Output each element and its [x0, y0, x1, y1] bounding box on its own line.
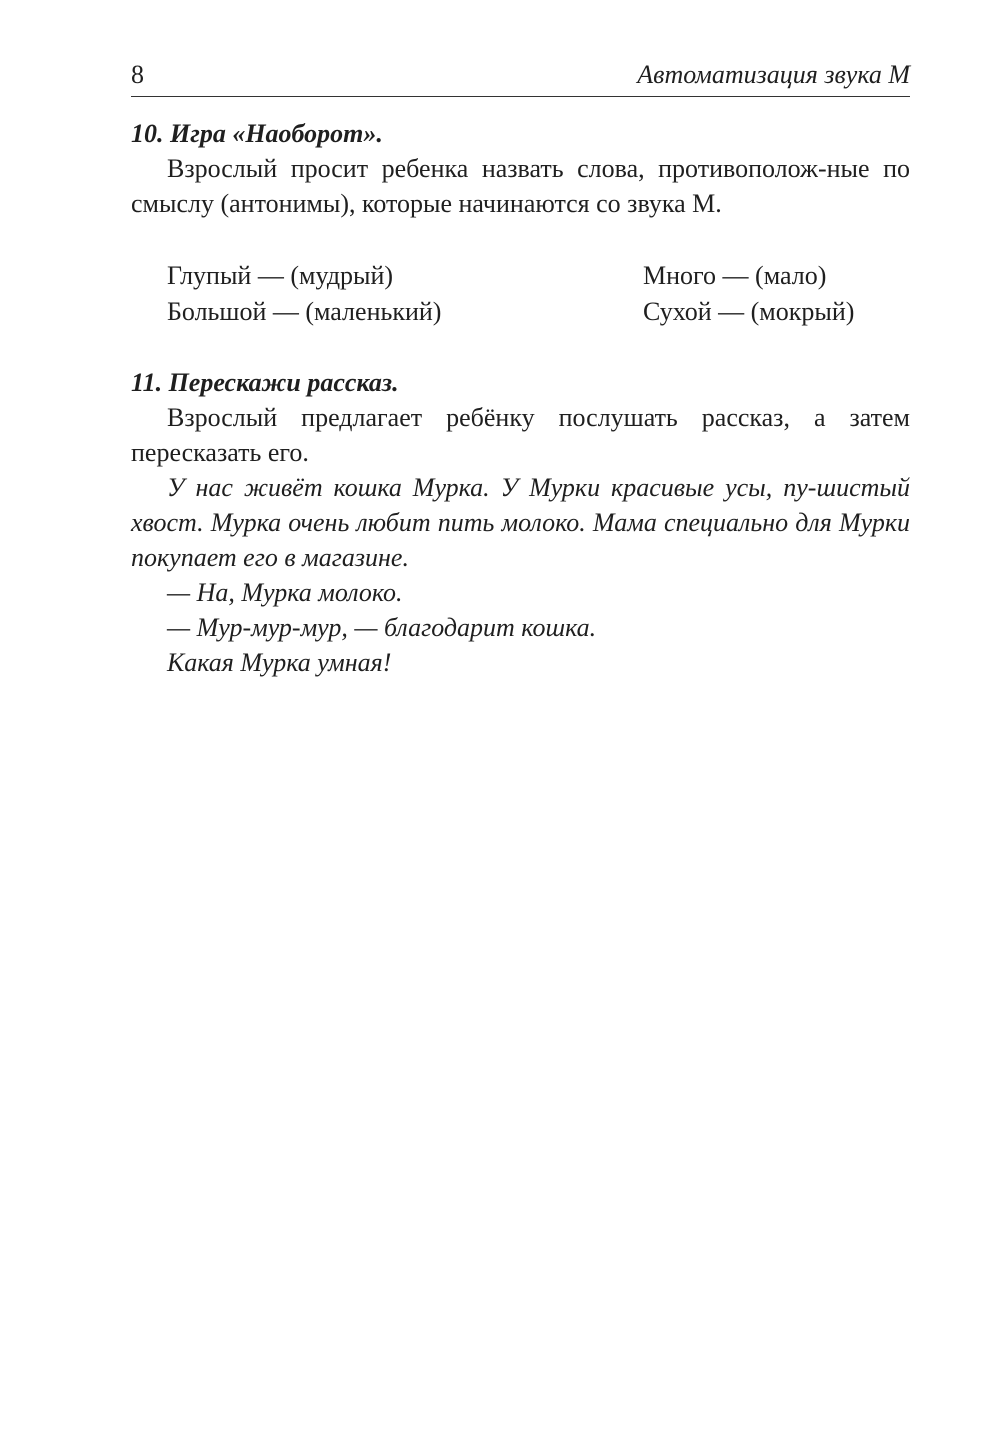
antonym-row [167, 294, 910, 330]
section-11-instruction: Взрослый предлагает ребёнку послушать рассказ, а затем пересказать его. [131, 403, 910, 467]
section-10-title: 10. Игра «Наоборот». [131, 119, 383, 148]
story-line: — На, Мурка молоко. [167, 578, 403, 607]
story-line: — Мур-мур-мур, — благодарит кошка. [167, 613, 597, 642]
page-number: 8 [131, 60, 144, 89]
antonym-row [167, 258, 910, 294]
story-line: Какая Мурка умная! [167, 648, 392, 677]
section-11-title: 11. Перескажи рассказ. [131, 368, 399, 397]
section-10-instruction: Взрослый просит ребенка назвать слова, противополож-ные по смыслу (антонимы), которые начинаются со звука М. [131, 154, 910, 218]
antonym-right: Много — (мало) [643, 261, 827, 290]
section-10 [131, 116, 910, 221]
running-title: Автоматизация звука М [637, 60, 910, 89]
antonym-pairs [167, 258, 910, 330]
antonym-right: Сухой — (мокрый) [643, 297, 855, 326]
running-head [131, 58, 910, 97]
story-paragraph: У нас живёт кошка Мурка. У Мурки красивые усы, пу-шистый хвост. Мурка очень любит пить молоко. Мама специально для Мурки покупает его в магазине. [131, 473, 910, 572]
antonym-left: Глупый — (мудрый) [167, 261, 394, 290]
section-11 [131, 365, 910, 680]
antonym-left: Большой — (маленький) [167, 297, 442, 326]
